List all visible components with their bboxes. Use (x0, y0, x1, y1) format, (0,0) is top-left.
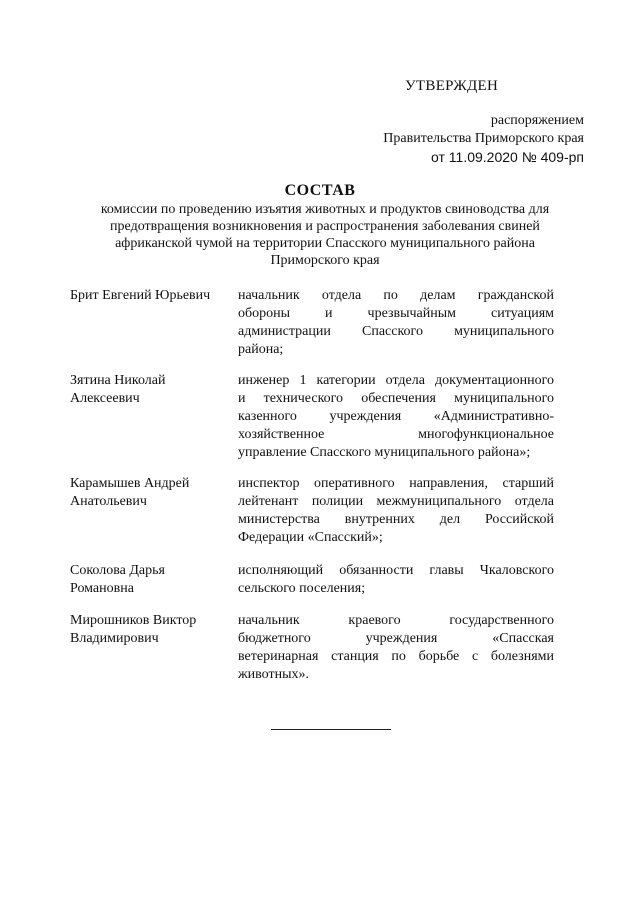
subtitle-line: предотвращения возникновения и распространения заболевания свиней (110, 219, 540, 234)
member-role-line: начальник краевого государственного (238, 613, 554, 628)
member-name-line: Романовна (70, 581, 134, 596)
member-role-line: сельского поселения; (238, 581, 366, 596)
member-name-line: Владимирович (70, 631, 159, 646)
member-name-line: Карамышев Андрей (70, 476, 190, 491)
member-name-line: Мирошников Виктор (70, 613, 197, 628)
approved-stamp: УТВЕРЖДЕН (405, 78, 499, 94)
member-role (238, 372, 554, 462)
member-role-line: исполняющий обязанности главы Чкаловского (238, 563, 554, 578)
document-subtitle (60, 201, 590, 269)
order-reference-line-2: Правительства Приморского края (383, 131, 584, 146)
member-role-line: животных». (238, 667, 310, 682)
member-role-line: и технического обеспечения муниципального (238, 391, 554, 406)
member-name (70, 287, 230, 305)
order-number-date: от 11.09.2020 № 409-рп (431, 149, 584, 165)
member-name-line: Зятина Николай (70, 373, 166, 388)
member-name-line: Анатольевич (70, 494, 147, 509)
subtitle-line: африканской чумой на территории Спасского муниципального района (115, 236, 535, 251)
member-name-line: Соколова Дарья (70, 563, 165, 578)
member-name (70, 475, 230, 511)
member-role-line: инспектор оперативного направления, старший (238, 476, 554, 491)
member-role-line: лейтенант полиции межмуниципального отдела (238, 494, 554, 509)
member-role-line: района; (238, 342, 284, 357)
member-role (238, 562, 554, 598)
member-name (70, 562, 230, 598)
member-role (238, 475, 554, 547)
member-name (70, 372, 230, 408)
member-name (70, 612, 230, 648)
document-title: СОСТАВ (284, 182, 356, 199)
member-role-line: обороны и чрезвычайным ситуациям (238, 306, 554, 321)
member-role-line: ветеринарная станция по борьбе с болезнями (238, 649, 554, 664)
subtitle-line: комиссии по проведению изъятия животных и продуктов свиноводства для (100, 202, 550, 217)
subtitle-line: Приморского края (270, 253, 380, 268)
member-role-line: министерства внутренних дел Российской (238, 512, 554, 527)
member-role-line: казенного учреждения «Административно- (238, 409, 554, 424)
member-role-line: администрации Спасского муниципального (238, 324, 554, 339)
member-role (238, 612, 554, 684)
member-role-line: бюджетного учреждения «Спасская (238, 631, 554, 646)
member-role-line: Федерации «Спасский»; (238, 530, 383, 545)
member-role-line: управление Спасского муниципального района»; (238, 445, 531, 460)
member-name-line: Алексеевич (70, 391, 140, 406)
order-reference-line-1: распоряжением (490, 113, 584, 128)
end-of-document-rule (271, 729, 391, 730)
member-role-line: хозяйственное многофункциональное (238, 427, 554, 442)
member-name-line: Брит Евгений Юрьевич (70, 288, 211, 303)
member-role-line: инженер 1 категории отдела документационного (238, 373, 554, 388)
member-role (238, 287, 554, 359)
member-role-line: начальник отдела по делам гражданской (238, 288, 554, 303)
